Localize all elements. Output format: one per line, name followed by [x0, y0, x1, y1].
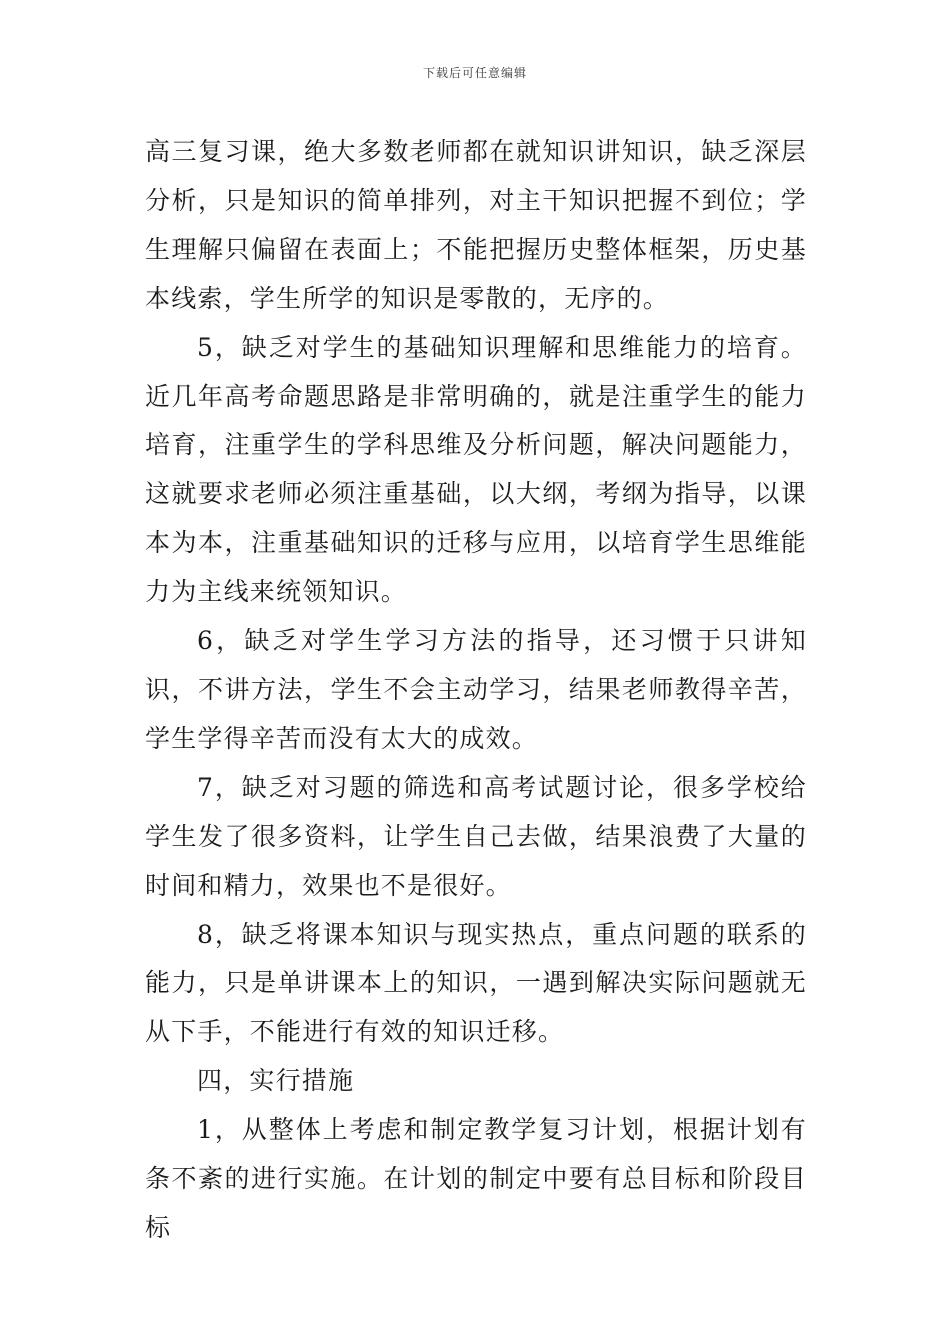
paragraph: 6，缺乏对学生学习方法的指导，还习惯于只讲知识，不讲方法，学生不会主动学习，结果老师教得辛苦，学生学得辛苦而没有太大的成效。	[145, 626, 807, 753]
paragraph: 8，缺乏将课本知识与现实热点，重点问题的联系的能力，只是单讲课本上的知识，一遇到解决实际问题就无从下手，不能进行有效的知识迁移。	[145, 919, 807, 1047]
header-note: 下载后可任意编辑	[422, 66, 527, 80]
section-heading: 四，实行措施	[197, 1066, 355, 1096]
document-body	[145, 128, 807, 1253]
paragraph: 1，从整体上考虑和制定教学复习计划，根据计划有条不紊的进行实施。在计划的制定中要有总目标和阶段目标	[145, 1115, 807, 1242]
paragraph: 7，缺乏对习题的筛选和高考试题讨论，很多学校给学生发了很多资料，让学生自己去做，结果浪费了大量的时间和精力，效果也不是很好。	[145, 772, 807, 900]
paragraph: 5，缺乏对学生的基础知识理解和思维能力的培育。近几年高考命题思路是非常明确的，就是注重学生的能力培育，注重学生的学科思维及分析问题，解决问题能力，这就要求老师必须注重基础，以大纲，考纲为指导，以课本为本，注重基础知识的迁移与应用，以培育学生思维能力为主线来统领知识。	[145, 332, 807, 607]
paragraph: 高三复习课，绝大多数老师都在就知识讲知识，缺乏深层分析，只是知识的简单排列，对主干知识把握不到位；学生理解只偏留在表面上；不能把握历史整体框架，历史基本线索，学生所学的知识是零散的，无序的。	[145, 137, 807, 313]
